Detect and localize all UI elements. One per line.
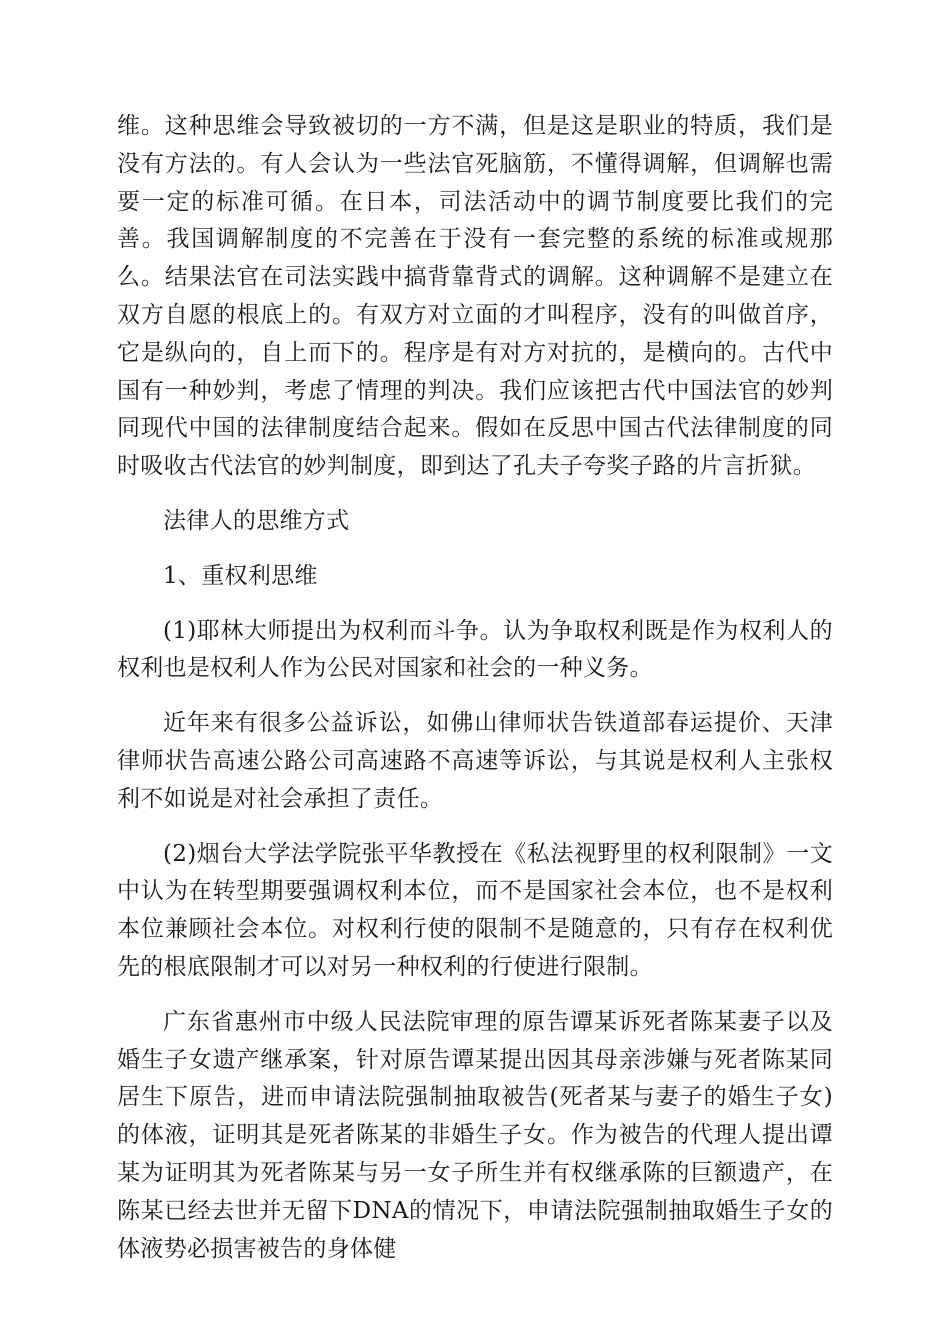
paragraph-zhang-pinghua: (2)烟台大学法学院张平华教授在《私法视野里的权利限制》一文中认为在转型期要强调权利本位，而不是国家社会本位，也不是权利本位兼顾社会本位。对权利行使的限制不是随意的，只有存在权利优先的根底限制才可以对另一种权利的行使进行限制。 [117, 840, 833, 980]
paragraph-public-litigation: 近年来有很多公益诉讼，如佛山律师状告铁道部春运提价、天津律师状告高速公路公司高速路不高速等诉讼，与其说是权利人主张权利不如说是对社会承担了责任。 [117, 710, 833, 812]
paragraph-continuation: 维。这种思维会导致被切的一方不满，但是这是职业的特质，我们是没有方法的。有人会认为一些法官死脑筋，不懂得调解，但调解也需要一定的标准可循。在日本，司法活动中的调节制度要比我们的完善。我国调解制度的不完善在于没有一套完整的系统的标准或规那么。结果法官在司法实践中搞背靠背式的调解。这种调解不是建立在双方自愿的根底上的。有双方对立面的才叫程序，没有的叫做首序，它是纵向的，自上而下的。程序是有对方对抗的，是横向的。古代中国有一种妙判，考虑了情理的判决。我们应该把古代中国法官的妙判同现代中国的法律制度结合起来。假如在反思中国古代法律制度的同时吸收古代法官的妙判制度，即到达了孔夫子夸奖子路的片言折狱。 [117, 113, 833, 480]
subsection-heading: 1、重权利思维 [163, 562, 318, 589]
paragraph-jhering: (1)耶林大师提出为权利而斗争。认为争取权利既是作为权利人的权利也是权利人作为公民对国家和社会的一种义务。 [117, 617, 833, 682]
section-heading: 法律人的思维方式 [163, 507, 350, 534]
document-page [117, 108, 833, 1268]
paragraph-huizhou-case: 广东省惠州市中级人民法院审理的原告谭某诉死者陈某妻子以及婚生子女遗产继承案，针对原告谭某提出因其母亲涉嫌与死者陈某同居生下原告，进而申请法院强制抽取被告(死者某与妻子的婚生子女)的体液，证明其是死者陈某的非婚生子女。作为被告的代理人提出谭某为证明其为死者陈某与另一女子所生并有权继承陈的巨额遗产，在陈某已经去世并无留下DNA的情况下，申请法院强制抽取婚生子女的体液势必损害被告的身体健 [117, 1008, 833, 1262]
